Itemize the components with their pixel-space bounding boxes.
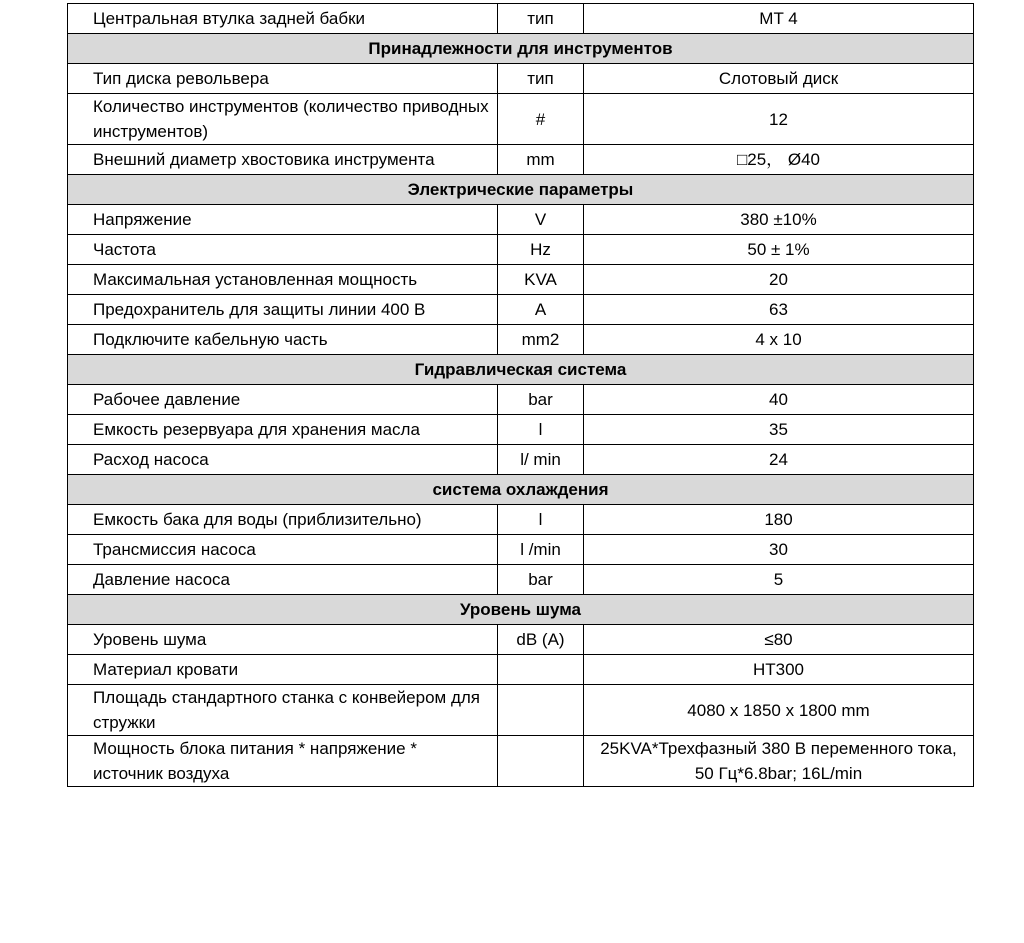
unit-cell: # <box>498 94 584 145</box>
unit-cell <box>498 736 584 787</box>
section-header-row <box>68 175 974 205</box>
value-cell: 12 <box>584 94 974 145</box>
table-row <box>68 64 974 94</box>
parameter-name-cell: Напряжение <box>68 205 498 235</box>
unit-cell: mm <box>498 145 584 175</box>
table-row <box>68 445 974 475</box>
parameter-name-cell: Количество инструментов (количество приводных инструментов) <box>68 94 498 145</box>
parameter-name-cell: Максимальная установленная мощность <box>68 265 498 295</box>
section-header-row <box>68 355 974 385</box>
table-row <box>68 625 974 655</box>
section-header-row <box>68 34 974 64</box>
parameter-name-cell: Внешний диаметр хвостовика инструмента <box>68 145 498 175</box>
value-cell: Слотовый диск <box>584 64 974 94</box>
spec-table <box>67 3 974 787</box>
parameter-name-cell: Давление насоса <box>68 565 498 595</box>
table-row <box>68 736 974 787</box>
table-row <box>68 235 974 265</box>
value-cell: 24 <box>584 445 974 475</box>
value-cell: 50 ± 1% <box>584 235 974 265</box>
section-title: Уровень шума <box>68 595 974 625</box>
unit-cell: l <box>498 415 584 445</box>
value-cell: 4080 x 1850 x 1800 mm <box>584 685 974 736</box>
table-row <box>68 94 974 145</box>
section-header-row <box>68 595 974 625</box>
parameter-name-cell: Частота <box>68 235 498 265</box>
value-cell: 40 <box>584 385 974 415</box>
unit-cell: KVA <box>498 265 584 295</box>
unit-cell: l /min <box>498 535 584 565</box>
parameter-name-cell: Тип диска револьвера <box>68 64 498 94</box>
section-title: Гидравлическая система <box>68 355 974 385</box>
section-title: Электрические параметры <box>68 175 974 205</box>
parameter-name-cell: Трансмиссия насоса <box>68 535 498 565</box>
unit-cell: l/ min <box>498 445 584 475</box>
unit-cell: тип <box>498 4 584 34</box>
parameter-name-cell: Емкость бака для воды (приблизительно) <box>68 505 498 535</box>
unit-cell: bar <box>498 385 584 415</box>
section-header-row <box>68 475 974 505</box>
parameter-name-cell: Рабочее давление <box>68 385 498 415</box>
table-row <box>68 655 974 685</box>
value-cell: 30 <box>584 535 974 565</box>
table-row <box>68 265 974 295</box>
parameter-name-cell: Емкость резервуара для хранения масла <box>68 415 498 445</box>
table-row <box>68 535 974 565</box>
value-cell: 20 <box>584 265 974 295</box>
unit-cell: mm2 <box>498 325 584 355</box>
unit-cell: l <box>498 505 584 535</box>
parameter-name-cell: Расход насоса <box>68 445 498 475</box>
value-cell: 5 <box>584 565 974 595</box>
unit-cell: Hz <box>498 235 584 265</box>
table-row <box>68 205 974 235</box>
unit-cell <box>498 685 584 736</box>
parameter-name-cell: Мощность блока питания * напряжение * источник воздуха <box>68 736 498 787</box>
value-cell: ≤80 <box>584 625 974 655</box>
unit-cell: A <box>498 295 584 325</box>
unit-cell: bar <box>498 565 584 595</box>
table-row <box>68 565 974 595</box>
value-cell: □25， Ø40 <box>584 145 974 175</box>
value-cell: 25KVA*Трехфазный 380 В переменного тока, 50 Гц*6.8bar; 16L/min <box>584 736 974 787</box>
parameter-name-cell: Предохранитель для защиты линии 400 В <box>68 295 498 325</box>
table-row <box>68 325 974 355</box>
table-row <box>68 385 974 415</box>
parameter-name-cell: Центральная втулка задней бабки <box>68 4 498 34</box>
value-cell: HT300 <box>584 655 974 685</box>
unit-cell: тип <box>498 64 584 94</box>
unit-cell: dB (A) <box>498 625 584 655</box>
unit-cell: V <box>498 205 584 235</box>
section-title: система охлаждения <box>68 475 974 505</box>
table-row <box>68 415 974 445</box>
section-title: Принадлежности для инструментов <box>68 34 974 64</box>
unit-cell <box>498 655 584 685</box>
value-cell: 4 x 10 <box>584 325 974 355</box>
value-cell: 63 <box>584 295 974 325</box>
value-cell: 180 <box>584 505 974 535</box>
table-row <box>68 4 974 34</box>
table-row <box>68 145 974 175</box>
value-cell: 35 <box>584 415 974 445</box>
parameter-name-cell: Подключите кабельную часть <box>68 325 498 355</box>
parameter-name-cell: Материал кровати <box>68 655 498 685</box>
spec-table-body <box>68 4 974 787</box>
table-row <box>68 685 974 736</box>
value-cell: 380 ±10% <box>584 205 974 235</box>
parameter-name-cell: Площадь стандартного станка с конвейером для стружки <box>68 685 498 736</box>
table-row <box>68 505 974 535</box>
parameter-name-cell: Уровень шума <box>68 625 498 655</box>
table-row <box>68 295 974 325</box>
value-cell: MT 4 <box>584 4 974 34</box>
